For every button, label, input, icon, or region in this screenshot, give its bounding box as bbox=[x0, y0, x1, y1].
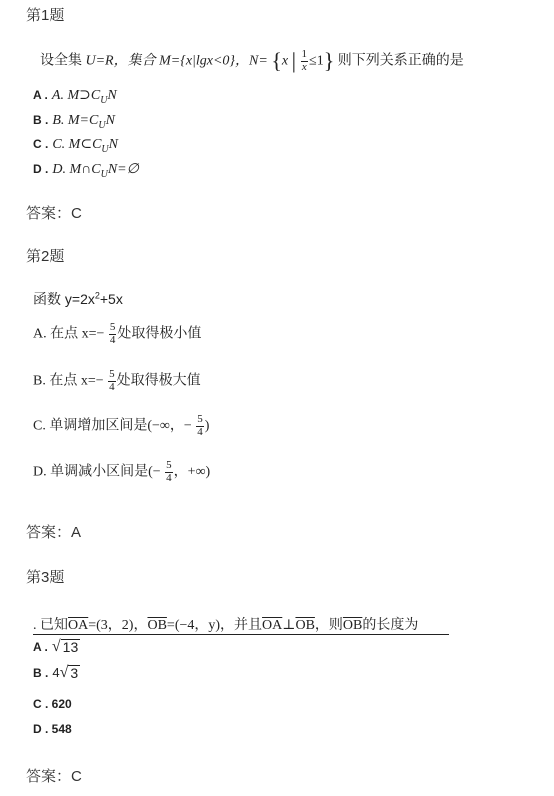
q2-option-a-fraction bbox=[109, 322, 117, 346]
q1-option-a-sub: U bbox=[100, 95, 108, 107]
q2-option-a-den: 4 bbox=[109, 333, 116, 346]
q1-frac-den: x bbox=[301, 60, 307, 73]
q1-option-a-letter: A . bbox=[33, 88, 48, 102]
q2-option-d-num: 5 bbox=[166, 459, 172, 471]
q3-vec-oa: $\overline{OA}$ bbox=[68, 618, 89, 633]
q2-option-b-num: 5 bbox=[109, 368, 115, 380]
q2-option-c[interactable] bbox=[33, 414, 209, 438]
q1-option-a-tail: N bbox=[107, 88, 117, 103]
question-1-heading: 第1题 bbox=[26, 7, 65, 24]
q1-option-d-tail: N=∅ bbox=[107, 162, 139, 177]
q1-set-n-left: x bbox=[281, 53, 289, 69]
q3-option-d[interactable]: D . 548 bbox=[33, 722, 72, 736]
q1-option-d[interactable] bbox=[33, 160, 139, 180]
q1-option-a[interactable] bbox=[33, 86, 117, 106]
question-3-heading: 第3题 bbox=[26, 569, 65, 586]
q1-option-d-letter: D . bbox=[33, 162, 49, 176]
q1-set-n-right: ≤1 bbox=[309, 53, 324, 69]
q2-option-b-fraction bbox=[108, 369, 116, 393]
q2-option-d-den: 4 bbox=[166, 471, 172, 484]
q3-option-a-sqrt: √ 13 bbox=[51, 638, 79, 655]
q2-stem-sup: 2 bbox=[94, 290, 100, 301]
q2-option-b-den: 4 bbox=[109, 380, 115, 393]
q3-stem-c: =(−4，y)，并且 bbox=[166, 618, 263, 633]
q1-option-a-text: A. M⊃C bbox=[51, 88, 101, 103]
q1-option-d-sub: U bbox=[100, 169, 108, 181]
q1-option-c-text: C. M⊂C bbox=[52, 137, 102, 152]
q1-set-m: M={x|lgx<0}，N= bbox=[159, 53, 268, 69]
q1-fraction bbox=[301, 49, 309, 73]
q2-stem-tail: +5x bbox=[99, 291, 123, 307]
q2-option-c-fraction bbox=[196, 414, 204, 438]
q1-option-b[interactable] bbox=[33, 111, 115, 131]
q1-option-c-letter: C . bbox=[33, 137, 49, 151]
q3-perp: ⊥ bbox=[282, 618, 296, 633]
q1-stem-u: U=R，集合 bbox=[85, 53, 156, 69]
q1-answer: 答案：C bbox=[26, 205, 82, 222]
q2-option-c-num: 5 bbox=[197, 413, 203, 425]
q2-answer: 答案：A bbox=[26, 524, 82, 541]
q3-vec-ob3: $\overline{OB}$ bbox=[342, 618, 363, 633]
q3-option-b-letter: B . bbox=[33, 666, 49, 680]
q2-option-b-text: B. 在点 x=− bbox=[33, 373, 104, 389]
question-3-stem bbox=[33, 614, 449, 635]
q3-vec-ob2: $\overline{OB}$ bbox=[295, 618, 315, 633]
q1-set-bar: | bbox=[291, 48, 297, 74]
question-1-stem bbox=[40, 49, 464, 73]
q3-vec-oa2: $\overline{OA}$ bbox=[262, 618, 283, 633]
q3-stem-d: ，则 bbox=[314, 618, 343, 633]
q1-stem-prefix: 设全集 bbox=[40, 53, 82, 69]
q3-option-b-sqrt: √ 3 bbox=[59, 664, 79, 681]
q2-option-a[interactable] bbox=[33, 322, 201, 346]
question-2-heading: 第2题 bbox=[26, 248, 65, 265]
q3-option-a-val: 13 bbox=[62, 638, 79, 655]
q3-vec-ob: $\overline{OB}$ bbox=[147, 618, 167, 633]
q3-stem-e: 的长度为 bbox=[362, 618, 419, 633]
q2-option-d-fraction bbox=[165, 460, 173, 484]
q1-option-c-tail: N bbox=[108, 137, 118, 152]
q2-option-a-text: A. 在点 x=− bbox=[33, 326, 105, 342]
q3-option-a-letter: A . bbox=[33, 640, 48, 654]
q1-stem-suffix: 则下列关系正确的是 bbox=[337, 53, 464, 69]
q2-option-b[interactable] bbox=[33, 369, 201, 393]
q2-option-d-text: D. 单调减小区间是(− bbox=[33, 464, 161, 480]
q2-option-a-tail: 处取得极小值 bbox=[117, 326, 202, 342]
q1-option-b-letter: B . bbox=[33, 113, 49, 127]
q3-answer: 答案：C bbox=[26, 768, 82, 785]
q3-option-a[interactable] bbox=[33, 638, 80, 656]
q3-option-b-val: 3 bbox=[70, 664, 79, 681]
q1-brace-close: } bbox=[323, 48, 335, 74]
q1-option-b-sub: U bbox=[98, 120, 106, 132]
q1-option-d-text: D. M∩C bbox=[52, 162, 101, 177]
q1-option-b-text: B. M=C bbox=[52, 113, 99, 128]
q3-option-c[interactable]: C . 620 bbox=[33, 697, 72, 711]
q2-option-c-text: C. 单调增加区间是(−∞，− bbox=[33, 418, 192, 434]
q2-option-d[interactable] bbox=[33, 460, 210, 484]
question-2-stem bbox=[33, 289, 123, 309]
q3-stem-a: . 已知 bbox=[33, 618, 68, 633]
q1-brace-open: { bbox=[271, 48, 282, 74]
q1-option-c[interactable] bbox=[33, 135, 118, 155]
q3-option-b-coef: 4 bbox=[52, 665, 60, 680]
q2-option-a-num: 5 bbox=[109, 321, 116, 333]
q2-option-d-tail: ，+∞) bbox=[173, 464, 211, 480]
q2-option-c-tail: ) bbox=[204, 418, 210, 434]
q1-frac-num: 1 bbox=[301, 48, 308, 60]
q2-option-b-tail: 处取得极大值 bbox=[116, 373, 201, 389]
q2-option-c-den: 4 bbox=[197, 425, 203, 438]
q2-stem: 函数 y=2x bbox=[33, 291, 95, 307]
q1-option-b-tail: N bbox=[105, 113, 115, 128]
q1-option-c-sub: U bbox=[101, 144, 109, 156]
q3-option-b[interactable] bbox=[33, 664, 80, 682]
q3-stem-b: =(3，2)， bbox=[88, 618, 148, 633]
